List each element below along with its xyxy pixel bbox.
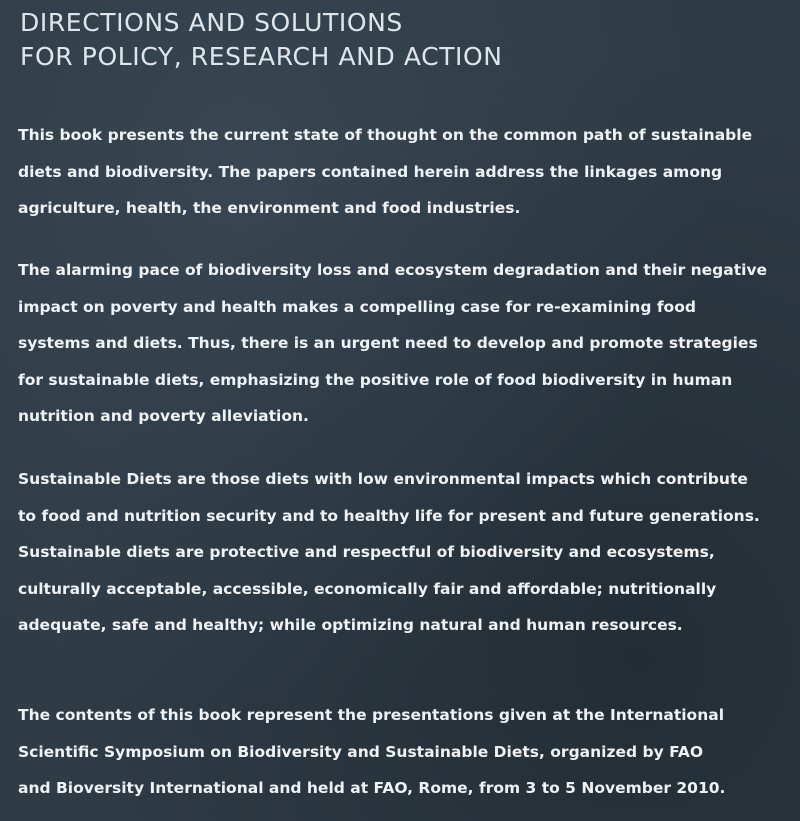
paragraph-line: for sustainable diets, emphasizing the positive role of food biodiversity in human xyxy=(18,370,733,389)
paragraph-line: agriculture, health, the environment and food industries. xyxy=(18,199,521,217)
paragraph-line: diets and biodiversity. The papers contained herein address the linkages among xyxy=(18,162,723,181)
paragraph-line: to food and nutrition security and to healthy life for present and future generations. xyxy=(18,506,760,525)
biodiversity-loss-paragraph xyxy=(18,252,788,435)
paragraph-line: The contents of this book represent the presentations given at the International xyxy=(18,706,725,724)
paragraph-line: This book presents the current state of thought on the common path of sustainable xyxy=(18,126,753,144)
intro-paragraph xyxy=(18,117,788,227)
paragraph-line: Sustainable Diets are those diets with low environmental impacts which contribute xyxy=(18,470,748,488)
paragraph-line: culturally acceptable, accessible, economically fair and affordable; nutritionally xyxy=(18,579,717,598)
paragraph-line: Scientific Symposium on Biodiversity and Sustainable Diets, organized by FAO xyxy=(18,742,704,761)
paragraph-line: and Bioversity International and held at FAO, Rome, from 3 to 5 November 2010. xyxy=(18,779,726,797)
heading-line: FOR POLICY, RESEARCH AND ACTION xyxy=(20,42,503,71)
definition-paragraph xyxy=(18,461,788,644)
heading-line: DIRECTIONS AND SOLUTIONS xyxy=(20,8,403,37)
paragraph-line: nutrition and poverty alleviation. xyxy=(18,407,309,425)
paragraph-line: systems and diets. Thus, there is an urgent need to develop and promote strategies xyxy=(18,334,758,352)
paragraph-line: impact on poverty and health makes a compelling case for re-examining food xyxy=(18,297,696,316)
paragraph-line: adequate, safe and healthy; while optimizing natural and human resources. xyxy=(18,616,683,634)
paragraph-line: The alarming pace of biodiversity loss and ecosystem degradation and their negative xyxy=(18,261,768,279)
cover-heading xyxy=(20,6,780,74)
paragraph-line: Sustainable diets are protective and respectful of biodiversity and ecosystems, xyxy=(18,543,715,561)
symposium-paragraph xyxy=(18,697,788,807)
